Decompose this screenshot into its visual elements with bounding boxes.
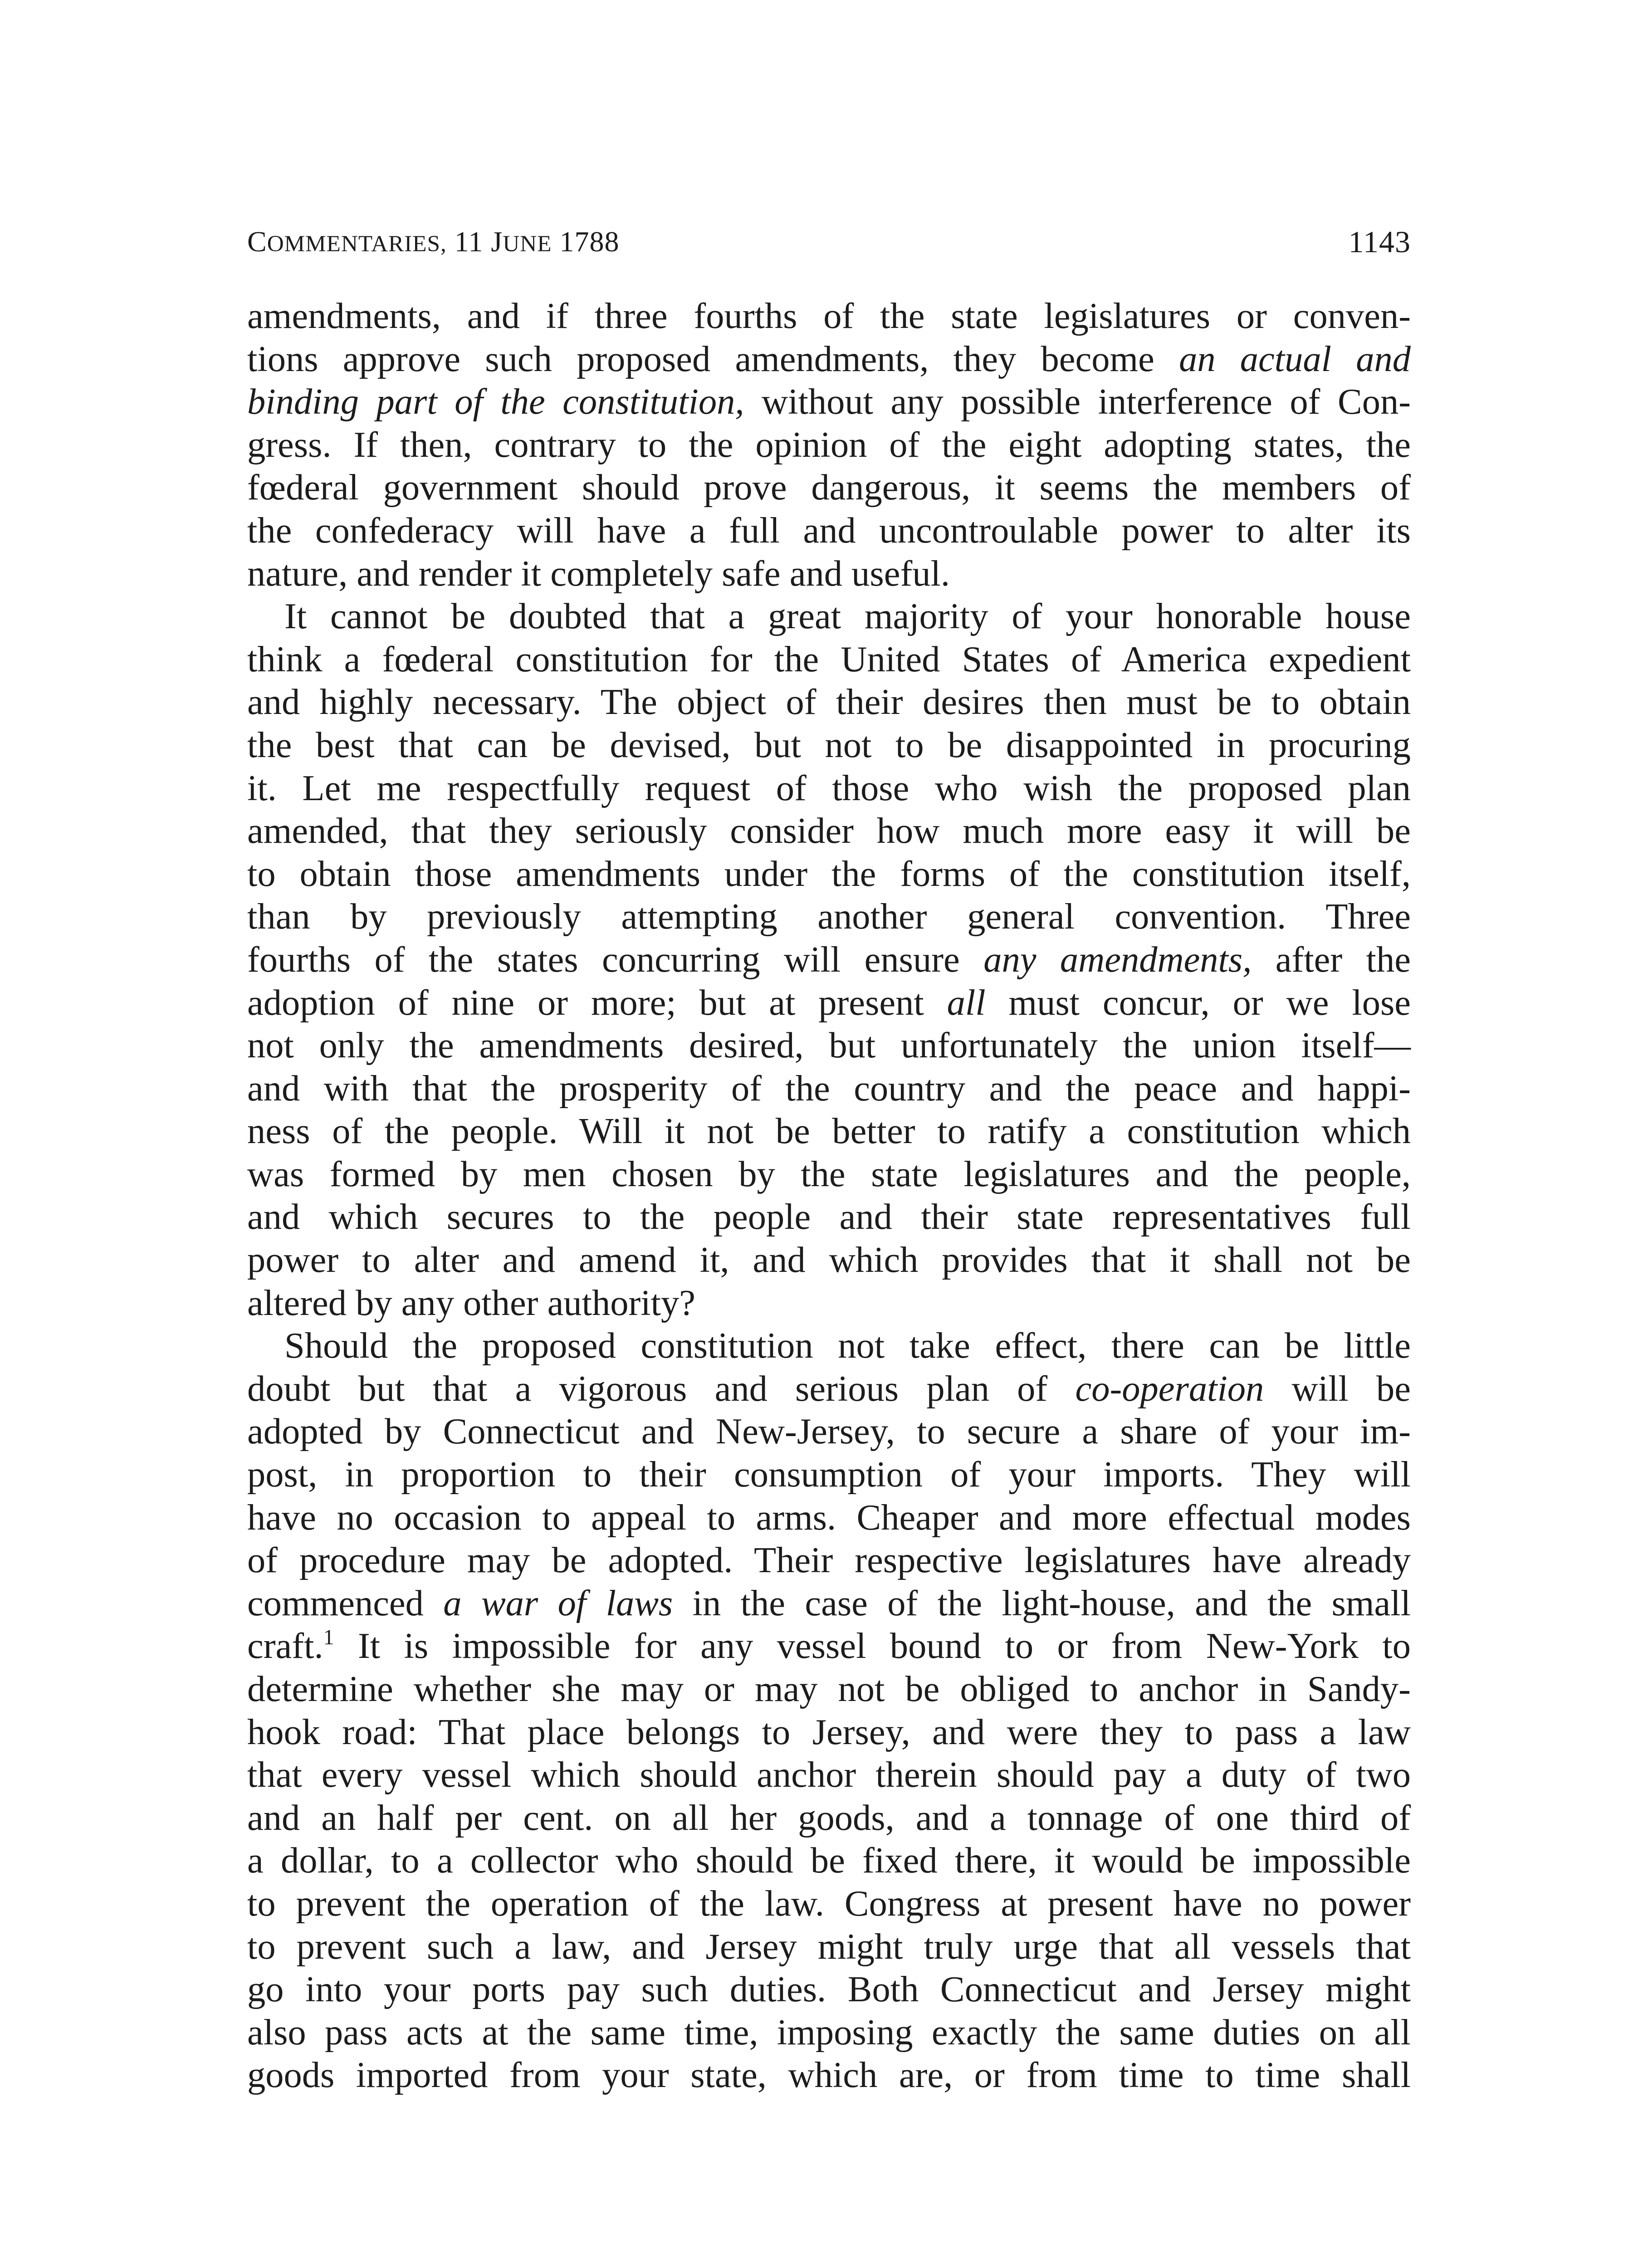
body-text	[247, 295, 1411, 2097]
text-line	[247, 1153, 1411, 1196]
text-run: must concur, or we lose	[985, 982, 1411, 1023]
text-run: to prevent such a law, and Jersey might truly urge that all vessels that	[247, 1926, 1411, 1967]
text-run: the best that can be devised, but not to be disappointed in procuring	[247, 724, 1411, 765]
text-line	[247, 1668, 1411, 1711]
text-run: think a fœderal constitution for the United States of America expedient	[247, 639, 1411, 679]
text-run: of procedure may be adopted. Their respective legislatures have already	[247, 1540, 1411, 1581]
text-run: It is impossible for any vessel bound to or from New-York to	[334, 1626, 1411, 1667]
text-run: It cannot be doubted that a great majority of your honorable house	[284, 596, 1411, 637]
text-run: gress. If then, contrary to the opinion of the eight adopting states, the	[247, 424, 1411, 465]
text-line	[247, 1410, 1411, 1453]
italic-run: any amendments,	[983, 939, 1252, 980]
text-line	[247, 1282, 1411, 1325]
text-line	[247, 466, 1411, 509]
text-line	[247, 1839, 1411, 1882]
text-run: determine whether she may or may not be obliged to anchor in Sandy-	[247, 1669, 1411, 1709]
footnote-marker: 1	[323, 1625, 334, 1650]
text-run: and an half per cent. on all her goods, and a tonnage of one third of	[247, 1797, 1411, 1838]
text-line	[247, 1926, 1411, 1969]
text-line	[247, 1368, 1411, 1411]
text-line	[247, 638, 1411, 681]
text-line	[247, 1024, 1411, 1067]
text-line	[247, 509, 1411, 552]
text-line	[247, 982, 1411, 1025]
text-run: hook road: That place belongs to Jersey, and were they to pass a law	[247, 1711, 1411, 1752]
text-line	[247, 1496, 1411, 1540]
text-run: nature, and render it completely safe and useful.	[247, 553, 950, 594]
text-run: not only the amendments desired, but unfortunately the union itself—	[247, 1025, 1411, 1066]
text-line	[247, 895, 1411, 938]
italic-run: an actual and	[1179, 338, 1411, 379]
text-line	[247, 1067, 1411, 1110]
text-run: a dollar, to a collector who should be fixed there, it would be impossible	[247, 1840, 1411, 1881]
text-run: go into your ports pay such duties. Both Connecticut and Jersey might	[247, 1969, 1411, 2010]
text-line	[247, 1711, 1411, 1754]
text-line	[247, 853, 1411, 896]
text-run: adopted by Connecticut and New-Jersey, to secure a share of your im-	[247, 1411, 1411, 1452]
text-run: adoption of nine or more; but at present	[247, 982, 947, 1023]
text-run: craft.	[247, 1626, 323, 1667]
text-run: doubt but that a vigorous and serious plan of	[247, 1368, 1076, 1409]
italic-run: co-operation	[1075, 1368, 1264, 1409]
text-run: it. Let me respectfully request of those who wish the proposed plan	[247, 767, 1411, 808]
text-line	[247, 1797, 1411, 1840]
text-run: Should the proposed constitution not take effect, there can be little	[284, 1325, 1411, 1366]
text-line	[247, 1239, 1411, 1282]
text-run: amendments, and if three fourths of the state legislatures or conven-	[247, 296, 1411, 336]
text-run: altered by any other authority?	[247, 1282, 695, 1323]
italic-run: binding part of the constitution,	[247, 381, 744, 422]
text-run: to prevent the operation of the law. Congress at present have no power	[247, 1883, 1411, 1924]
text-line	[247, 1110, 1411, 1153]
italic-run: a war of laws	[443, 1583, 673, 1623]
text-line	[247, 810, 1411, 853]
running-title: COMMENTARIES, 11 JUNE 1788	[247, 225, 620, 258]
text-run: and which secures to the people and their state representatives full	[247, 1197, 1411, 1237]
text-line	[247, 1196, 1411, 1239]
text-run: than by previously attempting another general convention. Three	[247, 896, 1411, 937]
text-run: that every vessel which should anchor therein should pay a duty of two	[247, 1755, 1411, 1795]
text-run: amended, that they seriously consider how much more easy it will be	[247, 811, 1411, 851]
text-run: will be	[1264, 1368, 1411, 1409]
text-line	[247, 1625, 1411, 1668]
text-run: after the	[1252, 939, 1411, 980]
text-line	[247, 381, 1411, 424]
text-line	[247, 1539, 1411, 1582]
text-run: have no occasion to appeal to arms. Cheaper and more effectual modes	[247, 1497, 1411, 1538]
text-line	[247, 295, 1411, 338]
text-run: the confederacy will have a full and uncontroulable power to alter its	[247, 510, 1411, 551]
text-line	[247, 767, 1411, 810]
text-line	[247, 552, 1411, 596]
text-run: was formed by men chosen by the state legislatures and the people,	[247, 1154, 1411, 1194]
text-run: post, in proportion to their consumption of your imports. They will	[247, 1454, 1411, 1495]
text-line	[247, 1882, 1411, 1926]
text-line	[247, 1754, 1411, 1797]
running-head	[247, 221, 1411, 262]
text-line	[247, 681, 1411, 724]
text-run: to obtain those amendments under the forms of the constitution itself,	[247, 853, 1411, 894]
text-line	[247, 595, 1411, 638]
page-number: 1143	[1348, 225, 1411, 259]
text-line	[247, 2011, 1411, 2054]
text-line	[247, 1325, 1411, 1368]
text-run: power to alter and amend it, and which provides that it shall not be	[247, 1240, 1411, 1281]
text-line	[247, 724, 1411, 767]
text-line	[247, 1582, 1411, 1625]
text-run: and with that the prosperity of the country and the peace and happi-	[247, 1068, 1411, 1109]
text-run: goods imported from your state, which are, or from time to time shall	[247, 2055, 1411, 2096]
text-run: fourths of the states concurring will ensure	[247, 939, 984, 980]
text-line	[247, 424, 1411, 467]
text-line	[247, 1968, 1411, 2011]
italic-run: all	[947, 982, 986, 1023]
text-line	[247, 338, 1411, 381]
text-line	[247, 938, 1411, 982]
text-run: fœderal government should prove dangerous, it seems the members of	[247, 467, 1411, 508]
text-run: without any possible interference of Con-	[744, 381, 1411, 422]
text-line	[247, 1453, 1411, 1496]
text-run: ness of the people. Will it not be better to ratify a constitution which	[247, 1111, 1411, 1152]
text-run: also pass acts at the same time, imposing exactly the same duties on all	[247, 2012, 1411, 2053]
text-run: in the case of the light-house, and the small	[673, 1583, 1411, 1623]
text-run: commenced	[247, 1583, 444, 1623]
text-line	[247, 2054, 1411, 2097]
text-run: and highly necessary. The object of their desires then must be to obtain	[247, 682, 1411, 723]
text-run: tions approve such proposed amendments, they become	[247, 338, 1179, 379]
